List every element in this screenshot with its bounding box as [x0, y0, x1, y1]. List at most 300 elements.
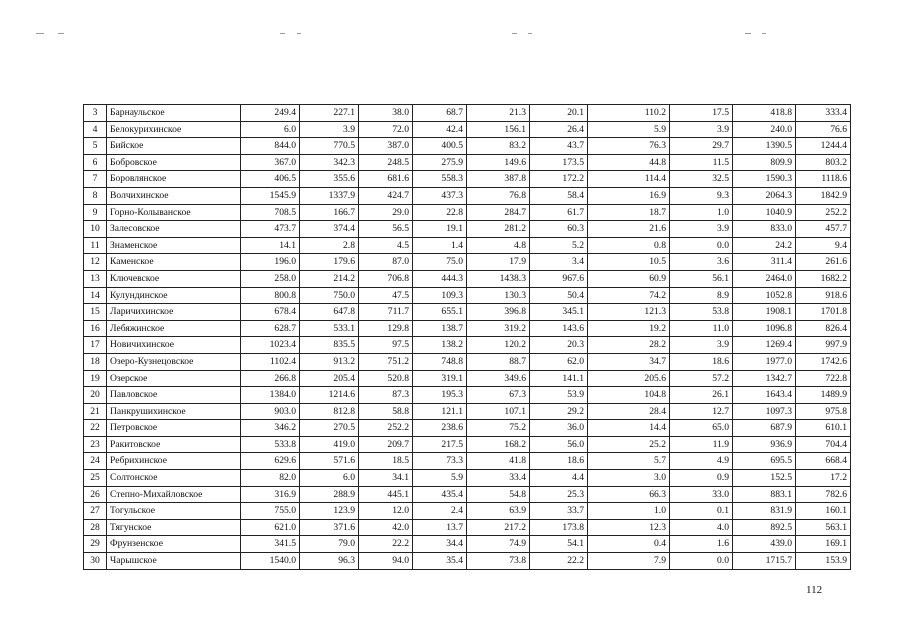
table-cell: 4.4	[530, 470, 588, 487]
table-cell: 1337.9	[300, 187, 359, 204]
table-cell: 687.9	[733, 420, 796, 437]
table-cell: 11.0	[670, 320, 733, 337]
table-cell: 355.6	[300, 171, 359, 188]
table-cell: 96.3	[300, 553, 359, 570]
district-name: Новичихинское	[107, 337, 241, 354]
table-cell: 3.0	[588, 470, 670, 487]
table-cell: 87.3	[359, 387, 413, 404]
table-cell: 1023.4	[241, 337, 300, 354]
table-cell: 18.6	[670, 353, 733, 370]
table-cell: 681.6	[359, 171, 413, 188]
table-cell: 156.1	[467, 121, 530, 138]
table-cell: 32.5	[670, 171, 733, 188]
scan-artifact	[36, 33, 44, 34]
table-cell: 26.4	[530, 121, 588, 138]
table-cell: 1214.6	[300, 387, 359, 404]
table-row	[84, 536, 851, 553]
table-cell: 284.7	[467, 204, 530, 221]
table-cell: 400.5	[413, 138, 467, 155]
table-cell: 610.1	[796, 420, 851, 437]
table-cell: 3.9	[670, 221, 733, 238]
table-cell: 0.4	[588, 536, 670, 553]
table-cell: 22.2	[359, 536, 413, 553]
table-cell: 41.8	[467, 453, 530, 470]
table-cell: 75.0	[413, 254, 467, 271]
table-cell: 9.3	[670, 187, 733, 204]
table-row	[84, 254, 851, 271]
table-cell: 66.3	[588, 486, 670, 503]
table-cell: 258.0	[241, 270, 300, 287]
table-cell: 18.5	[359, 453, 413, 470]
table-row	[84, 121, 851, 138]
table-cell: 1244.4	[796, 138, 851, 155]
row-number: 21	[84, 403, 107, 420]
table-cell: 12.0	[359, 503, 413, 520]
district-name: Залесовское	[107, 221, 241, 238]
table-cell: 2.8	[300, 237, 359, 254]
table-cell: 835.5	[300, 337, 359, 354]
district-name: Кулундинское	[107, 287, 241, 304]
table-row	[84, 453, 851, 470]
table-cell: 0.1	[670, 503, 733, 520]
table-row	[84, 420, 851, 437]
table-cell: 20.3	[530, 337, 588, 354]
district-name: Волчихинское	[107, 187, 241, 204]
table-cell: 520.8	[359, 370, 413, 387]
table-cell: 6.0	[300, 470, 359, 487]
table-cell: 457.7	[796, 221, 851, 238]
table-cell: 58.8	[359, 403, 413, 420]
table-cell: 563.1	[796, 519, 851, 536]
district-name: Ракитовское	[107, 436, 241, 453]
table-cell: 9.4	[796, 237, 851, 254]
row-number: 27	[84, 503, 107, 520]
table-cell: 87.0	[359, 254, 413, 271]
district-name: Панкрушихинское	[107, 403, 241, 420]
table-cell: 311.4	[733, 254, 796, 271]
table-cell: 173.5	[530, 154, 588, 171]
table-cell: 44.8	[588, 154, 670, 171]
table-cell: 60.3	[530, 221, 588, 238]
table-cell: 341.5	[241, 536, 300, 553]
row-number: 9	[84, 204, 107, 221]
table-cell: 1384.0	[241, 387, 300, 404]
table-cell: 120.2	[467, 337, 530, 354]
table-cell: 17.2	[796, 470, 851, 487]
table-cell: 35.4	[413, 553, 467, 570]
district-name: Ребрихинское	[107, 453, 241, 470]
district-name: Чарышское	[107, 553, 241, 570]
table-cell: 892.5	[733, 519, 796, 536]
table-cell: 387.0	[359, 138, 413, 155]
district-name: Ключевское	[107, 270, 241, 287]
row-number: 18	[84, 353, 107, 370]
table-cell: 558.3	[413, 171, 467, 188]
table-cell: 1.4	[413, 237, 467, 254]
table-cell: 50.4	[530, 287, 588, 304]
table-row	[84, 519, 851, 536]
table-cell: 57.2	[670, 370, 733, 387]
table-cell: 141.1	[530, 370, 588, 387]
table-cell: 56.1	[670, 270, 733, 287]
table-cell: 1842.9	[796, 187, 851, 204]
table-cell: 33.4	[467, 470, 530, 487]
table-cell: 14.1	[241, 237, 300, 254]
table-cell: 12.7	[670, 403, 733, 420]
district-name: Барнаульское	[107, 105, 241, 122]
row-number: 23	[84, 436, 107, 453]
table-cell: 1118.6	[796, 171, 851, 188]
table-cell: 56.5	[359, 221, 413, 238]
table-cell: 196.0	[241, 254, 300, 271]
table-cell: 1643.4	[733, 387, 796, 404]
district-name: Павловское	[107, 387, 241, 404]
table-cell: 54.1	[530, 536, 588, 553]
table-cell: 800.8	[241, 287, 300, 304]
table-cell: 918.6	[796, 287, 851, 304]
table-row	[84, 403, 851, 420]
table-cell: 4.0	[670, 519, 733, 536]
table-cell: 975.8	[796, 403, 851, 420]
table-cell: 750.0	[300, 287, 359, 304]
table-cell: 82.0	[241, 470, 300, 487]
table-cell: 54.8	[467, 486, 530, 503]
table-cell: 114.4	[588, 171, 670, 188]
table-cell: 152.5	[733, 470, 796, 487]
table-cell: 29.2	[530, 403, 588, 420]
table-cell: 217.2	[467, 519, 530, 536]
district-name: Белокурихинское	[107, 121, 241, 138]
table-cell: 444.3	[413, 270, 467, 287]
table-cell: 8.9	[670, 287, 733, 304]
table-cell: 34.7	[588, 353, 670, 370]
table-cell: 28.2	[588, 337, 670, 354]
table-cell: 3.4	[530, 254, 588, 271]
table-cell: 647.8	[300, 304, 359, 321]
table-cell: 349.6	[467, 370, 530, 387]
table-cell: 1390.5	[733, 138, 796, 155]
table-cell: 967.6	[530, 270, 588, 287]
scan-artifact	[745, 33, 751, 34]
row-number: 14	[84, 287, 107, 304]
table-cell: 110.2	[588, 105, 670, 122]
table-cell: 19.2	[588, 320, 670, 337]
table-row	[84, 503, 851, 520]
row-number: 13	[84, 270, 107, 287]
district-name: Петровское	[107, 420, 241, 437]
table-cell: 1540.0	[241, 553, 300, 570]
table-cell: 0.8	[588, 237, 670, 254]
table-cell: 419.0	[300, 436, 359, 453]
scan-artifact	[528, 33, 532, 34]
table-cell: 153.9	[796, 553, 851, 570]
table-cell: 266.8	[241, 370, 300, 387]
table-cell: 168.2	[467, 436, 530, 453]
table-row	[84, 287, 851, 304]
table-cell: 34.1	[359, 470, 413, 487]
table-row	[84, 470, 851, 487]
table-cell: 4.9	[670, 453, 733, 470]
row-number: 19	[84, 370, 107, 387]
table-cell: 18.7	[588, 204, 670, 221]
table-cell: 5.9	[588, 121, 670, 138]
row-number: 17	[84, 337, 107, 354]
table-cell: 129.8	[359, 320, 413, 337]
table-cell: 533.1	[300, 320, 359, 337]
table-cell: 1102.4	[241, 353, 300, 370]
scan-artifact	[762, 33, 766, 34]
table-cell: 25.3	[530, 486, 588, 503]
scan-artifact	[280, 33, 285, 34]
table-row	[84, 370, 851, 387]
table-cell: 270.5	[300, 420, 359, 437]
table-cell: 571.6	[300, 453, 359, 470]
table-cell: 751.2	[359, 353, 413, 370]
row-number: 10	[84, 221, 107, 238]
table-cell: 439.0	[733, 536, 796, 553]
table-cell: 1977.0	[733, 353, 796, 370]
table-cell: 831.9	[733, 503, 796, 520]
table-cell: 107.1	[467, 403, 530, 420]
table-cell: 10.5	[588, 254, 670, 271]
table-cell: 2064.3	[733, 187, 796, 204]
row-number: 24	[84, 453, 107, 470]
table-row	[84, 270, 851, 287]
table-cell: 708.5	[241, 204, 300, 221]
table-cell: 437.3	[413, 187, 467, 204]
table-row	[84, 320, 851, 337]
table-cell: 240.0	[733, 121, 796, 138]
table-row	[84, 387, 851, 404]
table-cell: 275.9	[413, 154, 467, 171]
row-number: 8	[84, 187, 107, 204]
table-cell: 76.6	[796, 121, 851, 138]
table-cell: 695.5	[733, 453, 796, 470]
table-cell: 371.6	[300, 519, 359, 536]
district-name: Боровлянское	[107, 171, 241, 188]
table-cell: 1052.8	[733, 287, 796, 304]
table-cell: 205.6	[588, 370, 670, 387]
table-cell: 809.9	[733, 154, 796, 171]
table-cell: 883.1	[733, 486, 796, 503]
district-name: Фрунзенское	[107, 536, 241, 553]
table-cell: 217.5	[413, 436, 467, 453]
table-cell: 33.0	[670, 486, 733, 503]
table-cell: 38.0	[359, 105, 413, 122]
row-number: 25	[84, 470, 107, 487]
table-cell: 3.9	[300, 121, 359, 138]
table-cell: 62.0	[530, 353, 588, 370]
table-cell: 387.8	[467, 171, 530, 188]
district-name: Каменское	[107, 254, 241, 271]
table-cell: 214.2	[300, 270, 359, 287]
row-number: 29	[84, 536, 107, 553]
district-name: Степно-Михайловское	[107, 486, 241, 503]
table-cell: 3.6	[670, 254, 733, 271]
table-cell: 56.0	[530, 436, 588, 453]
table-cell: 0.9	[670, 470, 733, 487]
table-cell: 58.4	[530, 187, 588, 204]
table-cell: 5.7	[588, 453, 670, 470]
table-cell: 63.9	[467, 503, 530, 520]
table-cell: 121.3	[588, 304, 670, 321]
table-cell: 4.5	[359, 237, 413, 254]
table-cell: 17.9	[467, 254, 530, 271]
table-cell: 367.0	[241, 154, 300, 171]
table-cell: 903.0	[241, 403, 300, 420]
table-cell: 706.8	[359, 270, 413, 287]
table-cell: 173.8	[530, 519, 588, 536]
district-name: Бийское	[107, 138, 241, 155]
table-cell: 1.0	[670, 204, 733, 221]
table-cell: 13.7	[413, 519, 467, 536]
table-cell: 826.4	[796, 320, 851, 337]
table-cell: 1097.3	[733, 403, 796, 420]
row-number: 7	[84, 171, 107, 188]
table-row	[84, 154, 851, 171]
table-cell: 74.2	[588, 287, 670, 304]
district-name: Лебяжинское	[107, 320, 241, 337]
table-cell: 42.0	[359, 519, 413, 536]
table-cell: 374.4	[300, 221, 359, 238]
table-cell: 97.5	[359, 337, 413, 354]
table-cell: 47.5	[359, 287, 413, 304]
table-cell: 149.6	[467, 154, 530, 171]
table-cell: 1701.8	[796, 304, 851, 321]
table-cell: 160.1	[796, 503, 851, 520]
table-cell: 833.0	[733, 221, 796, 238]
table-cell: 722.8	[796, 370, 851, 387]
scan-artifact	[512, 33, 517, 34]
table-cell: 533.8	[241, 436, 300, 453]
district-name: Горно-Колыванское	[107, 204, 241, 221]
table-cell: 42.4	[413, 121, 467, 138]
table-cell: 17.5	[670, 105, 733, 122]
table-cell: 249.4	[241, 105, 300, 122]
table-cell: 138.7	[413, 320, 467, 337]
district-name: Озерское	[107, 370, 241, 387]
table-cell: 396.8	[467, 304, 530, 321]
district-name: Ларичихинское	[107, 304, 241, 321]
table-cell: 252.2	[796, 204, 851, 221]
row-number: 3	[84, 105, 107, 122]
table-cell: 0.0	[670, 553, 733, 570]
table-cell: 179.6	[300, 254, 359, 271]
table-cell: 704.4	[796, 436, 851, 453]
table-cell: 121.1	[413, 403, 467, 420]
district-name: Знаменское	[107, 237, 241, 254]
table-cell: 22.8	[413, 204, 467, 221]
table-cell: 319.1	[413, 370, 467, 387]
scan-artifact	[58, 33, 64, 34]
table-cell: 67.3	[467, 387, 530, 404]
table-cell: 29.7	[670, 138, 733, 155]
table-cell: 997.9	[796, 337, 851, 354]
table-cell: 936.9	[733, 436, 796, 453]
table-cell: 123.9	[300, 503, 359, 520]
table-cell: 1908.1	[733, 304, 796, 321]
table-cell: 36.0	[530, 420, 588, 437]
table-cell: 248.5	[359, 154, 413, 171]
table-cell: 1742.6	[796, 353, 851, 370]
table-cell: 2.4	[413, 503, 467, 520]
table-cell: 109.3	[413, 287, 467, 304]
table-cell: 29.0	[359, 204, 413, 221]
table-row	[84, 353, 851, 370]
table-cell: 424.7	[359, 187, 413, 204]
table-cell: 319.2	[467, 320, 530, 337]
table-row	[84, 553, 851, 570]
row-number: 16	[84, 320, 107, 337]
table-cell: 1489.9	[796, 387, 851, 404]
table-cell: 770.5	[300, 138, 359, 155]
table-cell: 812.8	[300, 403, 359, 420]
table-cell: 252.2	[359, 420, 413, 437]
table-cell: 3.9	[670, 337, 733, 354]
table-cell: 195.3	[413, 387, 467, 404]
district-name: Тягунское	[107, 519, 241, 536]
table-cell: 21.3	[467, 105, 530, 122]
table-cell: 1438.3	[467, 270, 530, 287]
table-cell: 748.8	[413, 353, 467, 370]
row-number: 15	[84, 304, 107, 321]
row-number: 26	[84, 486, 107, 503]
row-number: 12	[84, 254, 107, 271]
table-cell: 83.2	[467, 138, 530, 155]
table-cell: 445.1	[359, 486, 413, 503]
table-cell: 3.9	[670, 121, 733, 138]
table-cell: 74.9	[467, 536, 530, 553]
district-name: Бобровское	[107, 154, 241, 171]
page-number: 112	[806, 584, 823, 596]
row-number: 5	[84, 138, 107, 155]
table-cell: 803.2	[796, 154, 851, 171]
table-cell: 1.6	[670, 536, 733, 553]
table-cell: 844.0	[241, 138, 300, 155]
table-cell: 169.1	[796, 536, 851, 553]
table-cell: 227.1	[300, 105, 359, 122]
table-cell: 130.3	[467, 287, 530, 304]
table-cell: 288.9	[300, 486, 359, 503]
table-cell: 209.7	[359, 436, 413, 453]
table-cell: 75.2	[467, 420, 530, 437]
data-table	[83, 104, 851, 570]
table-cell: 53.9	[530, 387, 588, 404]
table-cell: 205.4	[300, 370, 359, 387]
table-cell: 5.2	[530, 237, 588, 254]
row-number: 30	[84, 553, 107, 570]
table-cell: 33.7	[530, 503, 588, 520]
table-cell: 346.2	[241, 420, 300, 437]
scan-artifact	[297, 33, 301, 34]
table-cell: 12.3	[588, 519, 670, 536]
row-number: 4	[84, 121, 107, 138]
table-cell: 1.0	[588, 503, 670, 520]
table-cell: 20.1	[530, 105, 588, 122]
table-row	[84, 436, 851, 453]
table-cell: 668.4	[796, 453, 851, 470]
table-cell: 61.7	[530, 204, 588, 221]
table-cell: 28.4	[588, 403, 670, 420]
row-number: 28	[84, 519, 107, 536]
table-cell: 629.6	[241, 453, 300, 470]
table-cell: 11.5	[670, 154, 733, 171]
table-body	[84, 105, 851, 570]
table-cell: 2464.0	[733, 270, 796, 287]
table-cell: 755.0	[241, 503, 300, 520]
table-cell: 76.8	[467, 187, 530, 204]
table-row	[84, 138, 851, 155]
